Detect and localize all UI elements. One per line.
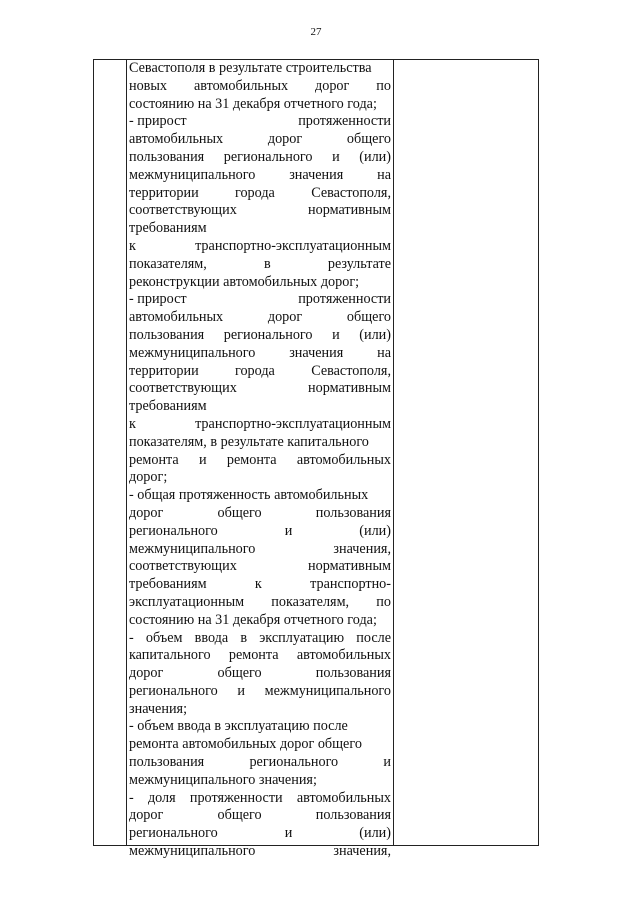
text-line	[129, 452, 391, 470]
text-word: соответствующих	[129, 380, 237, 397]
text-word: регионального	[129, 825, 218, 842]
text-word: требованиям	[129, 576, 207, 593]
text-word: и	[332, 148, 340, 165]
text-word: эксплуатацию	[259, 629, 345, 646]
text-line	[129, 736, 391, 754]
page-number: 27	[310, 26, 322, 38]
text-word: (или)	[359, 148, 391, 165]
text-word: значения,	[333, 843, 391, 860]
text-line	[129, 630, 391, 648]
text-word: после	[356, 629, 391, 646]
text-line	[129, 416, 391, 434]
text-word: (или)	[359, 825, 391, 842]
text-line	[129, 327, 391, 345]
text-word: регионального	[223, 326, 313, 343]
text-word: требованиям	[129, 220, 207, 237]
text-word: и	[237, 682, 245, 699]
text-line	[129, 238, 391, 256]
text-line	[129, 647, 391, 665]
text-word: общего	[346, 309, 391, 326]
table-column-divider	[393, 60, 394, 845]
text-word: регионального	[223, 148, 313, 165]
text-word: автомобильных	[129, 309, 224, 326]
text-line	[129, 541, 391, 559]
table-column-divider	[126, 60, 127, 845]
text-line	[129, 576, 391, 594]
text-word: дорог;	[129, 469, 168, 486]
text-line	[129, 594, 391, 612]
text-word: объем	[145, 629, 183, 646]
text-word: капитального	[129, 647, 211, 664]
text-line	[129, 220, 391, 238]
text-word: к	[254, 576, 262, 593]
text-line	[129, 505, 391, 523]
text-word: автомобильных	[296, 647, 391, 664]
text-line	[129, 665, 391, 683]
text-word: общего	[217, 807, 262, 824]
text-word: дорог	[129, 665, 164, 682]
text-word: ремонта автомобильных дорог общего	[129, 736, 362, 753]
text-word: регионального	[129, 682, 218, 699]
text-word: состоянию на 31 декабря отчетного года;	[129, 95, 377, 112]
text-word: соответствующих	[129, 202, 237, 219]
text-word: дорог	[129, 807, 164, 824]
text-word: на	[377, 166, 391, 183]
text-word: города	[235, 362, 275, 379]
text-word: и	[199, 451, 207, 468]
text-word: на	[377, 344, 391, 361]
text-word: в	[263, 255, 271, 272]
text-word: в	[240, 629, 248, 646]
text-word: автомобильных	[129, 131, 224, 148]
text-word: ремонта	[228, 647, 279, 664]
text-word: ввода	[194, 629, 229, 646]
text-word: протяженности	[298, 113, 391, 130]
text-line	[129, 149, 391, 167]
text-word: и	[284, 825, 293, 842]
text-word: дорог	[267, 309, 303, 326]
text-line	[129, 274, 391, 292]
text-line	[129, 718, 391, 736]
text-line	[129, 434, 391, 452]
text-line	[129, 701, 391, 719]
text-line	[129, 754, 391, 772]
text-line	[129, 131, 391, 149]
text-word: автомобильных	[296, 451, 391, 468]
text-line	[129, 96, 391, 114]
text-word: регионального	[249, 754, 339, 771]
text-line	[129, 113, 391, 131]
text-word: пользования	[129, 148, 205, 165]
text-line	[129, 843, 391, 861]
text-word: требованиям	[129, 398, 207, 415]
text-word: транспортно-	[310, 576, 391, 593]
text-line	[129, 380, 391, 398]
text-line	[129, 772, 391, 790]
text-word: состоянию на 31 декабря отчетного года;	[129, 611, 377, 628]
text-word: по	[376, 593, 391, 610]
text-word: показателям,	[271, 593, 350, 610]
text-word: общего	[217, 504, 262, 521]
text-word: города	[235, 184, 275, 201]
text-word: протяженности	[189, 789, 283, 806]
text-word: автомобильных	[193, 77, 289, 94]
text-word: транспортно-эксплуатационным	[195, 415, 391, 432]
text-word: ремонта	[226, 451, 277, 468]
text-word: по	[376, 77, 391, 94]
text-line	[129, 398, 391, 416]
text-word: автомобильных	[296, 789, 391, 806]
text-word: и	[332, 326, 340, 343]
text-word: территории	[129, 184, 199, 201]
text-line	[129, 345, 391, 363]
text-word: -	[129, 789, 134, 806]
text-word: межмуниципального	[264, 682, 391, 699]
text-word: межмуниципального значения;	[129, 771, 317, 788]
table-text-cell	[129, 60, 391, 861]
text-word: реконструкции автомобильных дорог;	[129, 273, 360, 290]
text-word: дорог	[267, 131, 303, 148]
text-word: значения	[289, 344, 344, 361]
text-line	[129, 825, 391, 843]
text-line	[129, 78, 391, 96]
text-line	[129, 202, 391, 220]
text-word: доля	[147, 789, 176, 806]
text-word: ремонта	[129, 451, 179, 468]
text-word: - прирост	[129, 291, 187, 308]
text-word: -	[129, 629, 134, 646]
text-word: общего	[217, 665, 262, 682]
text-word: межмуниципального	[129, 540, 256, 557]
text-word: пользования	[315, 504, 391, 521]
text-line	[129, 60, 391, 78]
text-word: дорог	[129, 504, 164, 521]
text-word: значения,	[333, 540, 391, 557]
text-word: показателям,	[129, 255, 207, 272]
text-line	[129, 790, 391, 808]
text-line	[129, 612, 391, 630]
text-line	[129, 291, 391, 309]
text-word: к	[129, 237, 136, 254]
text-word: транспортно-эксплуатационным	[195, 237, 391, 254]
text-word: межмуниципального	[129, 166, 256, 183]
text-line	[129, 487, 391, 505]
text-word: Севастополя в результате строительства	[129, 60, 372, 76]
text-word: дорог	[315, 77, 350, 94]
text-word: и	[284, 522, 293, 539]
text-word: (или)	[359, 522, 391, 539]
text-word: пользования	[129, 326, 205, 343]
text-word: и	[383, 754, 391, 771]
text-line	[129, 807, 391, 825]
text-word: показателям, в результате капитального	[129, 433, 369, 450]
text-word: межмуниципального	[129, 843, 256, 860]
text-word: соответствующих	[129, 558, 237, 575]
text-word: нормативным	[308, 380, 391, 397]
text-word: нормативным	[308, 558, 391, 575]
text-line	[129, 523, 391, 541]
text-word: Севастополя,	[311, 362, 391, 379]
text-word: значения;	[129, 700, 188, 717]
text-word: (или)	[359, 326, 391, 343]
text-word: новых	[129, 77, 168, 94]
text-line	[129, 309, 391, 327]
text-line	[129, 363, 391, 381]
text-word: значения	[289, 166, 344, 183]
text-word: результате	[327, 255, 391, 272]
text-word: к	[129, 415, 136, 432]
text-line	[129, 558, 391, 576]
text-line	[129, 469, 391, 487]
text-word: регионального	[129, 522, 218, 539]
text-word: эксплуатационным	[129, 593, 245, 610]
text-word: протяженности	[298, 291, 391, 308]
text-word: - общая протяженность автомобильных	[129, 487, 369, 504]
text-word: межмуниципального	[129, 344, 256, 361]
text-word: Севастополя,	[311, 184, 391, 201]
text-word: пользования	[315, 807, 391, 824]
text-word: нормативным	[308, 202, 391, 219]
text-line	[129, 683, 391, 701]
text-word: общего	[346, 131, 391, 148]
text-word: - прирост	[129, 113, 187, 130]
text-line	[129, 256, 391, 274]
text-line	[129, 185, 391, 203]
text-line	[129, 167, 391, 185]
text-word: территории	[129, 362, 199, 379]
text-word: пользования	[315, 665, 391, 682]
text-word: - объем ввода в эксплуатацию после	[129, 718, 348, 735]
text-word: пользования	[129, 754, 205, 771]
